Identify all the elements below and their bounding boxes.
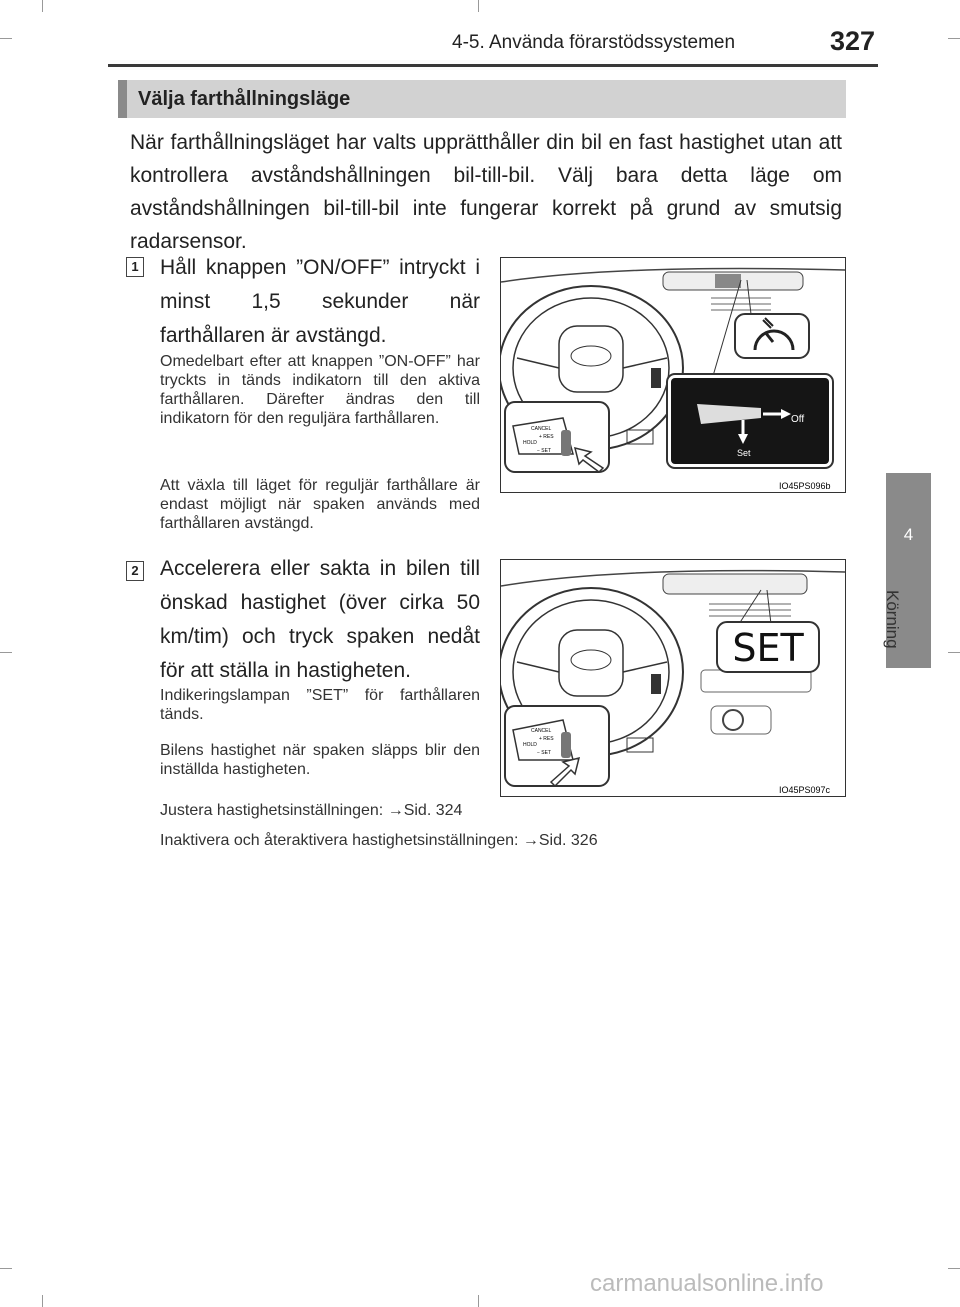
cockpit-drawing — [501, 560, 845, 796]
crop-mark — [948, 1268, 960, 1269]
chapter-number: 4 — [903, 525, 914, 544]
step-number-badge: 2 — [126, 561, 144, 581]
step-note: Indikeringslampan ”SET” för farthållaren tänds. — [160, 687, 480, 723]
crop-mark — [478, 0, 479, 12]
lever-label-cancel: CANCEL — [531, 728, 552, 734]
step-heading: Håll knappen ”ON/OFF” intryckt i minst 1,5 sekunder när farthållaren är avstängd. — [160, 256, 480, 347]
illustration-code: IO45PS096b — [779, 481, 831, 491]
crop-mark — [948, 652, 960, 653]
reference-link-speed-adjust[interactable]: Justera hastighetsinställningen: →Sid. 324 — [160, 802, 463, 819]
crop-mark — [0, 652, 12, 653]
off-label: Off — [791, 414, 805, 425]
crop-mark — [42, 0, 43, 12]
lever-label-res: + RES — [539, 736, 554, 742]
set-indicator-text: SET — [732, 626, 804, 670]
section-title: 4-5. Använda förarstödssystemen — [452, 32, 736, 53]
lever-label-set: − SET — [537, 448, 552, 454]
illustration-step-2 — [500, 559, 846, 797]
lever-label-res: + RES — [539, 434, 554, 440]
crop-mark — [948, 38, 960, 39]
lever-label-hold: HOLD — [523, 440, 537, 446]
step-heading: Accelerera eller sakta in bilen till önskad hastighet (över cirka 50 km/tim) och tryck spaken nedåt för att ställa in hastigheten. — [160, 557, 480, 682]
cockpit-drawing — [501, 258, 845, 492]
crop-mark — [0, 38, 12, 39]
step-number-badge: 1 — [126, 257, 144, 277]
crop-mark — [42, 1295, 43, 1307]
crop-mark — [478, 1295, 479, 1307]
chapter-label: Körning — [883, 590, 902, 649]
header-rule — [108, 64, 878, 67]
page-number: 327 — [830, 26, 876, 56]
step-note: Bilens hastighet när spaken släpps blir den inställda hastigheten. — [160, 742, 480, 778]
lever-label-hold: HOLD — [523, 742, 537, 748]
intro-paragraph: När farthållningsläget har valts upprätthåller din bil en fast hastighet utan att kontrollera avståndshållningen bil-till-bil. Välj bara detta läge om avståndshållningen bil-till-bil inte fungerar korrekt på grund av smutsig radarsensor. — [130, 131, 842, 253]
crop-mark — [0, 1268, 12, 1269]
step-note: Att växla till läget för reguljär farthållare är endast möjligt när spaken används med farthållaren avstängd. — [160, 477, 480, 532]
section-heading: Välja farthållningsläge — [138, 88, 351, 110]
lever-label-set: − SET — [537, 750, 552, 756]
lever-label-cancel: CANCEL — [531, 426, 552, 432]
speedometer-callout — [735, 314, 809, 358]
step-note: Omedelbart efter att knappen ”ON-OFF” har tryckts in tänds indikatorn till den aktiva farthållaren. Därefter ändras den till indikatorn för den reguljära farthållaren. — [160, 353, 480, 427]
reference-link-reactivate[interactable]: Inaktivera och återaktivera hastighetsinställningen: →Sid. 326 — [160, 832, 598, 849]
illustration-step-1 — [500, 257, 846, 493]
set-label: Set — [737, 448, 751, 458]
watermark: carmanualsonline.info — [590, 1270, 824, 1297]
illustration-code: IO45PS097c — [779, 785, 831, 795]
section-heading-accent — [118, 80, 127, 118]
